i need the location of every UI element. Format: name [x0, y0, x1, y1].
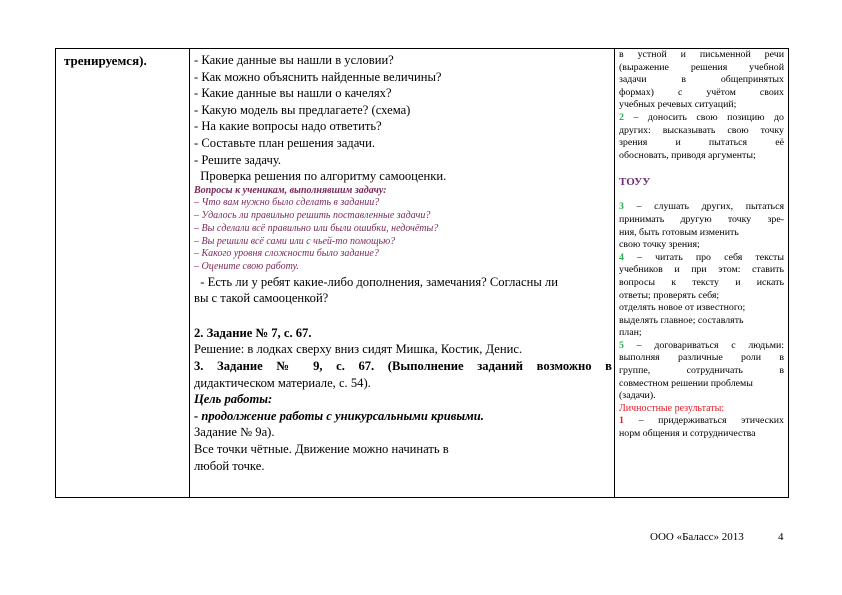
task3-title: 3. Задание № 9, с. 67. (Выполнение заданий возможно в: [194, 359, 612, 374]
item-number: 2: [619, 111, 624, 123]
uud-line: задачи в общепринятых: [619, 74, 784, 86]
item-number: 3: [619, 201, 624, 213]
goal-text: - продолжение работы с уникурсальными кривыми.: [194, 408, 484, 423]
task3-continuation: дидактическом материале, с. 54).: [194, 375, 371, 390]
uud-line: группе, сотрудничать в: [619, 365, 784, 377]
uud-line: (выражение решения учебной: [619, 61, 784, 73]
question-line: - Как можно объяснить найденные величины?: [194, 69, 442, 84]
question-line: - Решите задачу.: [194, 152, 282, 167]
uud-column: [615, 49, 788, 497]
student-question: – Что вам нужно было сделать в задании?: [194, 197, 380, 209]
uud-item-5: 5 – договариваться с людьми:: [619, 339, 784, 351]
uud-line: свою точку зрения;: [619, 239, 700, 251]
student-question: – Вы сделали всё правильно или были ошибки, недочёты?: [194, 222, 439, 234]
stage-column: [56, 49, 190, 497]
uud-line: план;: [619, 327, 642, 339]
uud-line: формах) с учётом своих: [619, 86, 784, 98]
uud-line: зрения и пытаться её: [619, 137, 784, 149]
self-assessment-line: Проверка решения по алгоритму самооценки.: [194, 169, 447, 184]
uud-item-4: 4 – читать про себя тексты: [619, 251, 784, 263]
lesson-table: [55, 48, 789, 498]
additions-line: вы с такой самооценкой?: [194, 291, 329, 306]
stage-text: тренируемся).: [64, 53, 147, 68]
uud-line: принимать другую точку зре-: [619, 213, 784, 225]
uud-item-3: 3 – слушать других, пытаться: [619, 201, 784, 213]
item-number: 4: [619, 251, 624, 263]
additions-line: - Есть ли у ребят какие-либо дополнения, замечания? Согласны ли: [194, 274, 558, 289]
question-line: - Составьте план решения задачи.: [194, 135, 376, 150]
teacher-activity-column: [190, 49, 615, 497]
uud-line: совместном решении проблемы: [619, 377, 753, 389]
uud-line: в устной и письменной речи: [619, 49, 784, 60]
footer-copyright: ООО «Баласс» 2013: [650, 531, 744, 543]
uud-line: ния, быть готовым изменить: [619, 226, 739, 238]
uud-line: норм общения и сотрудничества: [619, 428, 756, 440]
question-line: - Какие данные вы нашли о качелях?: [194, 86, 392, 101]
question-line: - Какие данные вы нашли в условии?: [194, 53, 394, 67]
uud-line: учебников и при этом: ставить: [619, 264, 784, 276]
uud-item-2: 2 – доносить свою позицию до: [619, 111, 784, 123]
questions-heading: Вопросы к ученикам, выполнявшим задачу:: [194, 184, 387, 196]
item-number: 5: [619, 339, 624, 351]
points-line: Все точки чётные. Движение можно начинать в: [194, 442, 449, 457]
task2-solution: Решение: в лодках сверху вниз сидят Мишка, Костик, Денис.: [194, 342, 523, 357]
question-line: - На какие вопросы надо ответить?: [194, 119, 382, 134]
uud-line: (задачи).: [619, 390, 656, 402]
student-question: – Какого уровня сложности было задание?: [194, 248, 379, 260]
task9a-title: Задание № 9а).: [194, 425, 275, 440]
student-question: – Удалось ли правильно решить поставленные задачи?: [194, 210, 431, 222]
uud-line: учебных речевых ситуаций;: [619, 99, 737, 111]
uud-line: отделять новое от известного;: [619, 302, 746, 314]
task2-title: 2. Задание № 7, с. 67.: [194, 325, 312, 340]
item-number: 1: [619, 415, 624, 427]
toyy-heading: ТОУУ: [619, 176, 651, 189]
uud-line: выделять главное; составлять: [619, 314, 744, 326]
uud-item-1: 1 – придерживаться этических: [619, 415, 784, 427]
uud-line: вопросы к тексту и искать: [619, 276, 784, 288]
student-question: – Вы решили всё сами или с чьей-то помощью?: [194, 235, 396, 247]
uud-line: других: высказывать свою точку: [619, 124, 784, 136]
points-line: любой точке.: [194, 458, 265, 473]
page-number: 4: [778, 531, 784, 543]
uud-line: выполняя различные роли в: [619, 352, 784, 364]
goal-label: Цель работы:: [194, 392, 273, 407]
personal-results-heading: Личностные результаты:: [619, 402, 725, 414]
uud-line: обосновать, приводя аргументы;: [619, 149, 756, 161]
student-question: – Оцените свою работу.: [194, 260, 299, 272]
question-line: - Какую модель вы предлагаете? (схема): [194, 102, 411, 117]
uud-line: ответы; проверять себя;: [619, 289, 720, 301]
